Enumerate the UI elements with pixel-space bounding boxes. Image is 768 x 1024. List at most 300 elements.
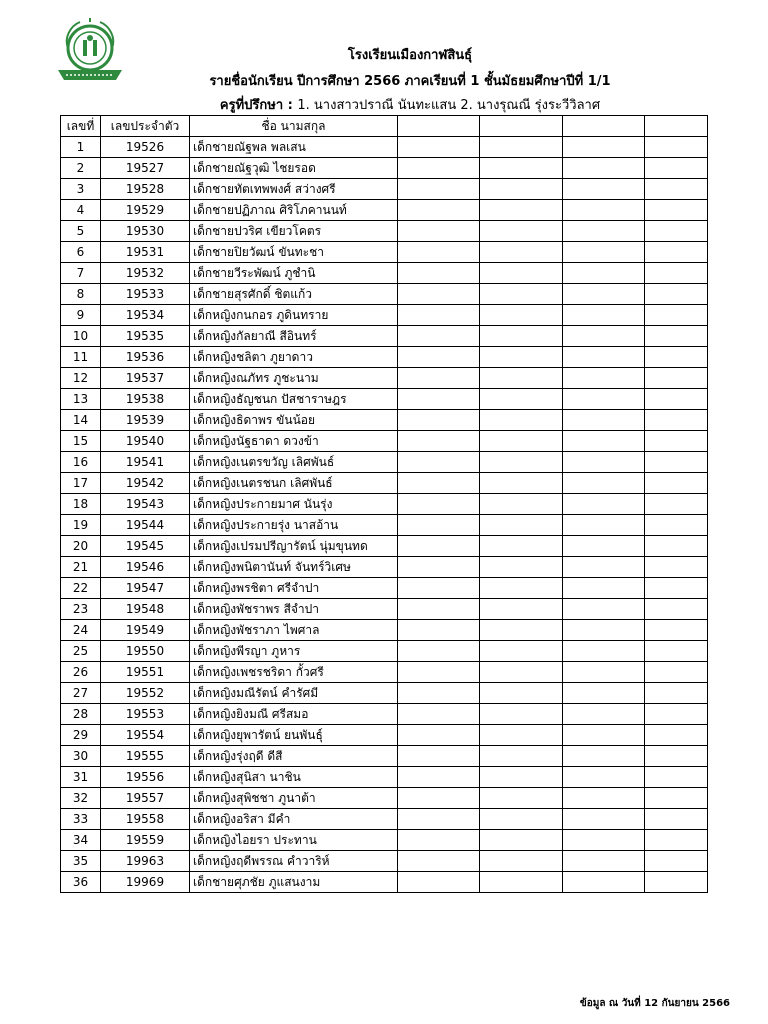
row-number: 25	[61, 641, 101, 662]
blank-cell	[398, 788, 480, 809]
blank-cell	[398, 851, 480, 872]
student-id: 19552	[101, 683, 190, 704]
student-name: เด็กชายปฏิภาณ ศิริโภคานนท์	[190, 200, 398, 221]
col-header-blank	[480, 116, 563, 137]
blank-cell	[563, 452, 645, 473]
student-id: 19528	[101, 179, 190, 200]
advisor-label: ครูที่ปรึกษา :	[219, 98, 293, 113]
student-name: เด็กหญิงพรชิตา ศรีจำปา	[190, 578, 398, 599]
blank-cell	[398, 284, 480, 305]
table-row	[61, 851, 708, 872]
blank-cell	[645, 599, 708, 620]
student-id: 19529	[101, 200, 190, 221]
blank-cell	[645, 137, 708, 158]
student-name: เด็กหญิงธิดาพร ขันน้อย	[190, 410, 398, 431]
table-row	[61, 872, 708, 893]
blank-cell	[645, 473, 708, 494]
blank-cell	[645, 158, 708, 179]
blank-cell	[480, 851, 563, 872]
table-row	[61, 662, 708, 683]
student-name: เด็กหญิงพีรญา ภูหาร	[190, 641, 398, 662]
student-id: 19555	[101, 746, 190, 767]
blank-cell	[563, 578, 645, 599]
blank-cell	[398, 305, 480, 326]
row-number: 35	[61, 851, 101, 872]
row-number: 23	[61, 599, 101, 620]
student-name: เด็กหญิงประกายรุ่ง นาสอ้าน	[190, 515, 398, 536]
student-name: เด็กหญิงอริสา มีคำ	[190, 809, 398, 830]
blank-cell	[563, 326, 645, 347]
row-number: 32	[61, 788, 101, 809]
student-name: เด็กชายปิยวัฒน์ ขันทะชา	[190, 242, 398, 263]
blank-cell	[480, 200, 563, 221]
table-row	[61, 578, 708, 599]
table-row	[61, 557, 708, 578]
student-id: 19539	[101, 410, 190, 431]
blank-cell	[398, 809, 480, 830]
blank-cell	[645, 389, 708, 410]
student-name: เด็กหญิงรุ่งฤดี ดีสี	[190, 746, 398, 767]
student-name: เด็กหญิงประกายมาศ นันรุ่ง	[190, 494, 398, 515]
blank-cell	[398, 872, 480, 893]
blank-cell	[645, 200, 708, 221]
blank-cell	[563, 620, 645, 641]
blank-cell	[398, 389, 480, 410]
student-name: เด็กหญิงสุนิสา นาชิน	[190, 767, 398, 788]
blank-cell	[563, 830, 645, 851]
blank-cell	[480, 641, 563, 662]
row-number: 1	[61, 137, 101, 158]
student-id: 19542	[101, 473, 190, 494]
student-id: 19553	[101, 704, 190, 725]
blank-cell	[398, 725, 480, 746]
blank-cell	[398, 221, 480, 242]
blank-cell	[645, 578, 708, 599]
blank-cell	[563, 158, 645, 179]
table-row	[61, 809, 708, 830]
blank-cell	[645, 746, 708, 767]
col-header-student-id: เลขประจำตัว	[101, 116, 190, 137]
student-name: เด็กหญิงกนกอร ภูดินทราย	[190, 305, 398, 326]
col-header-blank	[398, 116, 480, 137]
blank-cell	[563, 851, 645, 872]
blank-cell	[480, 830, 563, 851]
row-number: 22	[61, 578, 101, 599]
blank-cell	[563, 725, 645, 746]
blank-cell	[480, 158, 563, 179]
student-name: เด็กหญิงยุพารัตน์ ยนพันธุ์	[190, 725, 398, 746]
blank-cell	[645, 536, 708, 557]
blank-cell	[563, 872, 645, 893]
student-name: เด็กหญิงไอยรา ประทาน	[190, 830, 398, 851]
blank-cell	[563, 515, 645, 536]
student-name: เด็กหญิงณภัทร ภูชะนาม	[190, 368, 398, 389]
table-row	[61, 284, 708, 305]
row-number: 16	[61, 452, 101, 473]
blank-cell	[645, 872, 708, 893]
blank-cell	[645, 263, 708, 284]
table-row	[61, 326, 708, 347]
student-name: เด็กชายวีระพัฒน์ ภูชำนิ	[190, 263, 398, 284]
blank-cell	[563, 599, 645, 620]
student-id: 19548	[101, 599, 190, 620]
student-name: เด็กชายสุรศักดิ์ ชิตแก้ว	[190, 284, 398, 305]
blank-cell	[398, 179, 480, 200]
table-row	[61, 410, 708, 431]
blank-cell	[645, 725, 708, 746]
blank-cell	[645, 494, 708, 515]
col-header-number: เลขที่	[61, 116, 101, 137]
blank-cell	[645, 683, 708, 704]
student-id: 19538	[101, 389, 190, 410]
blank-cell	[398, 620, 480, 641]
student-id: 19554	[101, 725, 190, 746]
blank-cell	[398, 410, 480, 431]
row-number: 11	[61, 347, 101, 368]
list-title: รายชื่อนักเรียน ปีการศึกษา 2566 ภาคเรียนที่ 1 ชั้นมัธยมศึกษาปีที่ 1/1	[209, 74, 611, 89]
row-number: 31	[61, 767, 101, 788]
student-name: เด็กชายปวริศ เขียวโคตร	[190, 221, 398, 242]
blank-cell	[563, 788, 645, 809]
row-number: 6	[61, 242, 101, 263]
table-row	[61, 725, 708, 746]
blank-cell	[563, 746, 645, 767]
blank-cell	[563, 263, 645, 284]
student-id: 19546	[101, 557, 190, 578]
blank-cell	[645, 431, 708, 452]
blank-cell	[563, 536, 645, 557]
student-name: เด็กหญิงเพชรชริดา กั้วศรี	[190, 662, 398, 683]
blank-cell	[563, 242, 645, 263]
blank-cell	[398, 767, 480, 788]
blank-cell	[563, 662, 645, 683]
student-name: เด็กหญิงชลิตา ภูยาดาว	[190, 347, 398, 368]
student-name: เด็กหญิงสุพิชชา ภูนาต้า	[190, 788, 398, 809]
blank-cell	[398, 578, 480, 599]
blank-cell	[563, 494, 645, 515]
blank-cell	[563, 137, 645, 158]
table-row	[61, 137, 708, 158]
student-id: 19559	[101, 830, 190, 851]
student-id: 19556	[101, 767, 190, 788]
school-name: โรงเรียนเมืองกาฬสินธุ์	[347, 48, 473, 63]
blank-cell	[645, 179, 708, 200]
table-row	[61, 641, 708, 662]
student-id: 19526	[101, 137, 190, 158]
student-id: 19545	[101, 536, 190, 557]
student-id: 19550	[101, 641, 190, 662]
table-row	[61, 305, 708, 326]
blank-cell	[645, 641, 708, 662]
col-header-blank	[563, 116, 645, 137]
row-number: 4	[61, 200, 101, 221]
row-number: 10	[61, 326, 101, 347]
student-name: เด็กหญิงเนตรขวัญ เลิศพันธ์	[190, 452, 398, 473]
row-number: 28	[61, 704, 101, 725]
table-row	[61, 221, 708, 242]
blank-cell	[645, 368, 708, 389]
blank-cell	[398, 137, 480, 158]
student-name: เด็กหญิงพนิตานันท์ จันทร์วิเศษ	[190, 557, 398, 578]
student-name: เด็กหญิงนัฐธาดา ดวงข้า	[190, 431, 398, 452]
table-row	[61, 452, 708, 473]
row-number: 27	[61, 683, 101, 704]
student-id: 19537	[101, 368, 190, 389]
blank-cell	[645, 620, 708, 641]
student-name: เด็กหญิงเปรมปรีญารัตน์ นุ่มขุนทด	[190, 536, 398, 557]
table-row	[61, 788, 708, 809]
blank-cell	[563, 200, 645, 221]
blank-cell	[563, 473, 645, 494]
blank-cell	[398, 599, 480, 620]
blank-cell	[480, 536, 563, 557]
blank-cell	[563, 284, 645, 305]
student-name: เด็กชายทัตเทพพงศ์ สว่างศรี	[190, 179, 398, 200]
blank-cell	[398, 452, 480, 473]
row-number: 34	[61, 830, 101, 851]
blank-cell	[480, 872, 563, 893]
blank-cell	[645, 767, 708, 788]
table-row	[61, 494, 708, 515]
student-id: 19547	[101, 578, 190, 599]
blank-cell	[480, 809, 563, 830]
table-row	[61, 767, 708, 788]
student-name: เด็กหญิงฤดีพรรณ คำวาริห์	[190, 851, 398, 872]
blank-cell	[480, 410, 563, 431]
table-row	[61, 263, 708, 284]
row-number: 3	[61, 179, 101, 200]
table-row	[61, 620, 708, 641]
blank-cell	[645, 410, 708, 431]
blank-cell	[645, 284, 708, 305]
blank-cell	[480, 683, 563, 704]
row-number: 8	[61, 284, 101, 305]
row-number: 21	[61, 557, 101, 578]
row-number: 18	[61, 494, 101, 515]
student-id: 19551	[101, 662, 190, 683]
row-number: 36	[61, 872, 101, 893]
student-id: 19540	[101, 431, 190, 452]
table-row	[61, 746, 708, 767]
student-id: 19533	[101, 284, 190, 305]
student-id: 19536	[101, 347, 190, 368]
table-row	[61, 473, 708, 494]
blank-cell	[398, 704, 480, 725]
blank-cell	[645, 221, 708, 242]
table-row	[61, 242, 708, 263]
blank-cell	[398, 263, 480, 284]
blank-cell	[563, 641, 645, 662]
table-row	[61, 599, 708, 620]
blank-cell	[398, 368, 480, 389]
blank-cell	[480, 431, 563, 452]
blank-cell	[480, 452, 563, 473]
blank-cell	[398, 158, 480, 179]
table-row	[61, 515, 708, 536]
student-id: 19549	[101, 620, 190, 641]
row-number: 5	[61, 221, 101, 242]
row-number: 24	[61, 620, 101, 641]
blank-cell	[398, 494, 480, 515]
student-id: 19531	[101, 242, 190, 263]
blank-cell	[398, 662, 480, 683]
blank-cell	[645, 809, 708, 830]
row-number: 12	[61, 368, 101, 389]
student-id: 19530	[101, 221, 190, 242]
student-id: 19557	[101, 788, 190, 809]
row-number: 7	[61, 263, 101, 284]
student-id: 19535	[101, 326, 190, 347]
blank-cell	[480, 578, 563, 599]
blank-cell	[398, 641, 480, 662]
student-id: 19532	[101, 263, 190, 284]
blank-cell	[480, 305, 563, 326]
table-row	[61, 536, 708, 557]
blank-cell	[398, 242, 480, 263]
blank-cell	[645, 242, 708, 263]
col-header-blank	[645, 116, 708, 137]
row-number: 19	[61, 515, 101, 536]
blank-cell	[398, 515, 480, 536]
col-header-full-name: ชื่อ นามสกุล	[190, 116, 398, 137]
table-header-row	[61, 116, 708, 137]
table-row	[61, 368, 708, 389]
student-name: เด็กหญิงเนตรชนก เลิศพันธ์	[190, 473, 398, 494]
student-id: 19969	[101, 872, 190, 893]
blank-cell	[480, 557, 563, 578]
student-name: เด็กหญิงยิงมณี ศรีสมอ	[190, 704, 398, 725]
blank-cell	[645, 557, 708, 578]
blank-cell	[645, 662, 708, 683]
student-id: 19541	[101, 452, 190, 473]
blank-cell	[398, 347, 480, 368]
table-row	[61, 179, 708, 200]
table-row	[61, 347, 708, 368]
row-number: 20	[61, 536, 101, 557]
blank-cell	[563, 389, 645, 410]
row-number: 26	[61, 662, 101, 683]
blank-cell	[480, 767, 563, 788]
blank-cell	[480, 620, 563, 641]
blank-cell	[645, 830, 708, 851]
student-name: เด็กชายศุภชัย ภูแสนงาม	[190, 872, 398, 893]
row-number: 30	[61, 746, 101, 767]
blank-cell	[563, 221, 645, 242]
row-number: 17	[61, 473, 101, 494]
blank-cell	[645, 452, 708, 473]
blank-cell	[645, 515, 708, 536]
table-row	[61, 830, 708, 851]
blank-cell	[480, 746, 563, 767]
blank-cell	[480, 137, 563, 158]
row-number: 33	[61, 809, 101, 830]
blank-cell	[480, 662, 563, 683]
blank-cell	[480, 221, 563, 242]
blank-cell	[480, 389, 563, 410]
blank-cell	[645, 326, 708, 347]
blank-cell	[645, 851, 708, 872]
blank-cell	[645, 347, 708, 368]
student-id: 19558	[101, 809, 190, 830]
student-id: 19527	[101, 158, 190, 179]
table-row	[61, 704, 708, 725]
blank-cell	[480, 263, 563, 284]
blank-cell	[398, 683, 480, 704]
student-id: 19534	[101, 305, 190, 326]
student-name: เด็กหญิงพัชราภา ไพศาล	[190, 620, 398, 641]
data-date-note: ข้อมูล ณ วันที่ 12 กันยายน 2566	[579, 998, 730, 1009]
blank-cell	[398, 557, 480, 578]
blank-cell	[398, 536, 480, 557]
blank-cell	[480, 368, 563, 389]
blank-cell	[563, 704, 645, 725]
blank-cell	[645, 704, 708, 725]
blank-cell	[480, 725, 563, 746]
blank-cell	[480, 599, 563, 620]
student-id: 19543	[101, 494, 190, 515]
student-name: เด็กหญิงกัลยาณี สีอินทร์	[190, 326, 398, 347]
student-name: เด็กหญิงพัชราพร สีจำปา	[190, 599, 398, 620]
table-row	[61, 158, 708, 179]
blank-cell	[563, 809, 645, 830]
blank-cell	[398, 431, 480, 452]
blank-cell	[398, 473, 480, 494]
blank-cell	[645, 305, 708, 326]
table-row	[61, 389, 708, 410]
blank-cell	[480, 788, 563, 809]
blank-cell	[480, 284, 563, 305]
blank-cell	[480, 242, 563, 263]
blank-cell	[480, 515, 563, 536]
blank-cell	[480, 326, 563, 347]
student-name: เด็กชายณัฐวุฒิ ไชยรอด	[190, 158, 398, 179]
student-name: เด็กหญิงมณีรัตน์ คำรัศมี	[190, 683, 398, 704]
blank-cell	[563, 410, 645, 431]
row-number: 15	[61, 431, 101, 452]
row-number: 14	[61, 410, 101, 431]
row-number: 2	[61, 158, 101, 179]
blank-cell	[480, 704, 563, 725]
row-number: 9	[61, 305, 101, 326]
table-row	[61, 200, 708, 221]
student-id: 19544	[101, 515, 190, 536]
table-row	[61, 431, 708, 452]
blank-cell	[480, 473, 563, 494]
blank-cell	[645, 788, 708, 809]
row-number: 29	[61, 725, 101, 746]
blank-cell	[563, 767, 645, 788]
blank-cell	[563, 368, 645, 389]
student-name: เด็กชายณัฐพล พลเสน	[190, 137, 398, 158]
blank-cell	[563, 305, 645, 326]
blank-cell	[563, 557, 645, 578]
blank-cell	[398, 326, 480, 347]
blank-cell	[563, 347, 645, 368]
blank-cell	[563, 179, 645, 200]
blank-cell	[398, 200, 480, 221]
row-number: 13	[61, 389, 101, 410]
blank-cell	[398, 746, 480, 767]
blank-cell	[480, 347, 563, 368]
student-roster-table	[60, 115, 708, 893]
blank-cell	[563, 431, 645, 452]
blank-cell	[563, 683, 645, 704]
school-emblem-icon	[54, 18, 126, 86]
blank-cell	[398, 830, 480, 851]
student-id: 19963	[101, 851, 190, 872]
blank-cell	[480, 179, 563, 200]
advisor-names: 1. นางสาวปราณี นันทะแสน 2. นางรุณณี รุ่งระวีวิลาศ	[297, 98, 601, 113]
